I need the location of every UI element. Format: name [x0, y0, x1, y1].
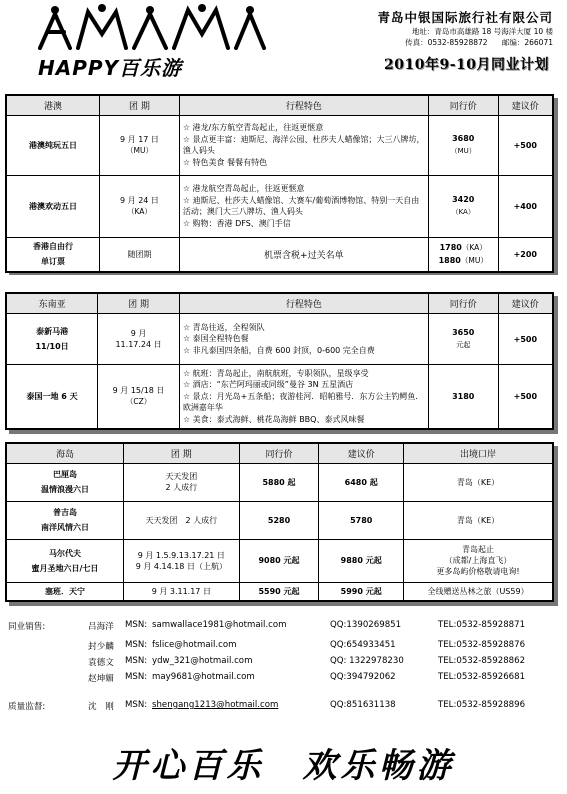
plan-title: 2010年9-10月同业计划 — [384, 57, 549, 73]
qq-number: QQ:851631138 — [330, 700, 396, 710]
col-header-suggested-price: 建议价 — [498, 95, 553, 115]
col-header-trade-price: 同行价 — [428, 293, 498, 314]
footer-slogan: 开心百乐 欢乐畅游 — [112, 746, 455, 786]
phone-number: TEL:0532-85928896 — [438, 700, 526, 710]
suggested-price: +200 — [498, 237, 553, 272]
fax: 传真：0532-85928872 — [405, 38, 488, 47]
route-name: 泰新马港 11/10日 — [6, 314, 98, 364]
suggested-price: +500 — [498, 314, 553, 364]
trade-price: 3180 — [428, 364, 498, 429]
departure-port: 青岛起止 （成都/上海直飞） 更多岛屿价格敬请电询! — [404, 539, 553, 582]
suggested-price: 6480 起 — [319, 463, 404, 501]
trade-price: 3650 元起 — [428, 314, 498, 364]
suggested-price: 9880 元起 — [319, 539, 404, 582]
msn-address[interactable]: ydw_321@hotmail.com — [152, 656, 253, 666]
col-header-trade-price: 同行价 — [239, 443, 319, 463]
contact-name: 赵坤媚 — [88, 674, 114, 684]
features: ☆ 港龙/东方航空青岛起止，往返更惬意 ☆ 景点更丰富：迪斯尼、海洋公园、杜莎夫人蜡像馆；大三八牌坊，渔人码头 ☆ 特色美食 餐餐有特色 — [179, 115, 428, 175]
qq-number: QQ:654933451 — [330, 640, 396, 650]
features: ☆ 港龙航空青岛起止，往返更惬意 ☆ 迪斯尼、杜莎夫人蜡像馆、大赛车/葡萄酒博物馆、特别一天自由活动；澳门大三八牌坊、渔人码头 ☆ 购物：香港 DFS、澳门手信 — [179, 175, 428, 237]
route-name: 马尔代夫 蜜月圣地六日/七日 — [6, 539, 123, 582]
phone-number: TEL:0532-85928862 — [438, 656, 526, 666]
route-name: 巴厘岛 温情浪漫六日 — [6, 463, 123, 501]
suggested-price: +500 — [498, 115, 553, 175]
features: ☆ 航班：青岛起止，南航航班，专职领队，星级享受 ☆ 酒店：“东芒阿玛丽或同级”曼谷 3N 五星酒店 ☆ 景点：月光岛+五条船；夜游桂河．昭帕雅号．东方公主钓鳄鱼．欧洲嘉年华 ☆ 美食：泰式海鲜、桃花岛海鲜 BBQ、泰式风味餐 — [179, 364, 428, 429]
table-row — [6, 237, 553, 272]
phone-number: TEL:0532-85928876 — [438, 640, 526, 650]
contact-name: 沈 刚 — [88, 702, 114, 712]
tour-date: 9 月 17 日 （MU） — [100, 115, 180, 175]
tour-date: 9 月 24 日 （KA） — [100, 175, 180, 237]
trade-price: 1780（KA） 1880（MU） — [428, 237, 498, 272]
header — [0, 0, 567, 86]
table-row — [6, 582, 553, 601]
table-row — [6, 501, 553, 539]
trade-price: 5880 起 — [239, 463, 319, 501]
col-header-suggested-price: 建议价 — [319, 443, 404, 463]
trade-price: 3680 （MU） — [428, 115, 498, 175]
col-header-region: 海岛 — [6, 443, 123, 463]
table-row — [6, 314, 553, 364]
col-header-features: 行程特色 — [179, 95, 428, 115]
trade-price: 5280 — [239, 501, 319, 539]
contact-name: 封少麟 — [88, 642, 114, 652]
route-name: 香港自由行 单订票 — [6, 237, 100, 272]
route-name: 港澳欢动五日 — [6, 175, 100, 237]
company-name: 青岛中银国际旅行社有限公司 — [377, 10, 553, 25]
departure-port: 青岛（KE） — [404, 463, 553, 501]
col-header-suggested-price: 建议价 — [498, 293, 553, 314]
tour-date: 天天发团 2 人成行 — [123, 463, 239, 501]
route-name: 普吉岛 南洋风情六日 — [6, 501, 123, 539]
brand-logo-text: HAPPY百乐游 — [38, 56, 183, 80]
trade-price: 3420 （KA） — [428, 175, 498, 237]
phone-number: TEL:0532-85926681 — [438, 672, 526, 682]
postcode: 邮编：266071 — [501, 38, 553, 47]
qq-number: QQ:394792062 — [330, 672, 396, 682]
col-header-region: 港澳 — [6, 95, 100, 115]
hk-macau-table — [5, 94, 554, 273]
col-header-departure-port: 出境口岸 — [404, 443, 553, 463]
qc-label: 质量监督: — [8, 702, 46, 712]
trade-price: 9080 元起 — [239, 539, 319, 582]
southeast-asia-table — [5, 292, 554, 430]
sales-label: 同业销售: — [8, 622, 46, 632]
logo-dancers-graphic — [30, 4, 280, 56]
suggested-price: +400 — [498, 175, 553, 237]
suggested-price: 5990 元起 — [319, 582, 404, 601]
features: ☆ 青岛往返，全程领队 ☆ 泰国全程特色餐 ☆ 非凡泰国四条船，自费 600 封顶，0-600 完全自费 — [179, 314, 428, 364]
trade-price: 5590 元起 — [239, 582, 319, 601]
col-header-features: 行程特色 — [179, 293, 428, 314]
contact-name: 袁德文 — [88, 658, 114, 668]
tour-date: 9 月 15/18 日 （CZ） — [98, 364, 180, 429]
route-name: 塞班．天宁 — [6, 582, 123, 601]
table-row — [6, 175, 553, 237]
tour-date: 天天发团 2 人成行 — [123, 501, 239, 539]
tour-date: 随团期 — [100, 237, 180, 272]
col-header-date: 团 期 — [98, 293, 180, 314]
col-header-date: 团 期 — [123, 443, 239, 463]
table-row — [6, 463, 553, 501]
msn-address[interactable]: samwallace1981@hotmail.com — [152, 620, 287, 630]
qq-number: QQ: 1322978230 — [330, 656, 404, 666]
departure-port: 青岛（KE） — [404, 501, 553, 539]
route-name: 泰国一地 6 天 — [6, 364, 98, 429]
tour-date: 9 月 3.11.17 日 — [123, 582, 239, 601]
col-header-trade-price: 同行价 — [428, 95, 498, 115]
qq-number: QQ:1390269851 — [330, 620, 402, 630]
col-header-region: 东南亚 — [6, 293, 98, 314]
table-row — [6, 539, 553, 582]
island-table — [5, 442, 554, 602]
features: 机票含税+过关名单 — [179, 237, 428, 272]
suggested-price: 5780 — [319, 501, 404, 539]
company-address: 地址：青岛市高雄路 18 号海洋大厦 10 楼 — [411, 27, 553, 36]
tour-date: 9 月 1.5.9.13.17.21 日 9 月 4.14.18 日（上航） — [123, 539, 239, 582]
contact-name: 吕海洋 — [88, 622, 114, 632]
msn-address[interactable]: may9681@hotmail.com — [152, 672, 255, 682]
company-contact — [405, 37, 553, 48]
phone-number: TEL:0532-85928871 — [438, 620, 526, 630]
table-row — [6, 115, 553, 175]
col-header-date: 团 期 — [100, 95, 180, 115]
msn-address[interactable]: shengang1213@hotmail.com — [152, 700, 279, 710]
tour-date: 9 月 11.17.24 日 — [98, 314, 180, 364]
suggested-price: +500 — [498, 364, 553, 429]
route-name: 港澳纯玩五日 — [6, 115, 100, 175]
msn-address[interactable]: fslice@hotmail.com — [152, 640, 237, 650]
table-row — [6, 364, 553, 429]
departure-port: 全线赠送丛林之旅（US59） — [404, 582, 553, 601]
